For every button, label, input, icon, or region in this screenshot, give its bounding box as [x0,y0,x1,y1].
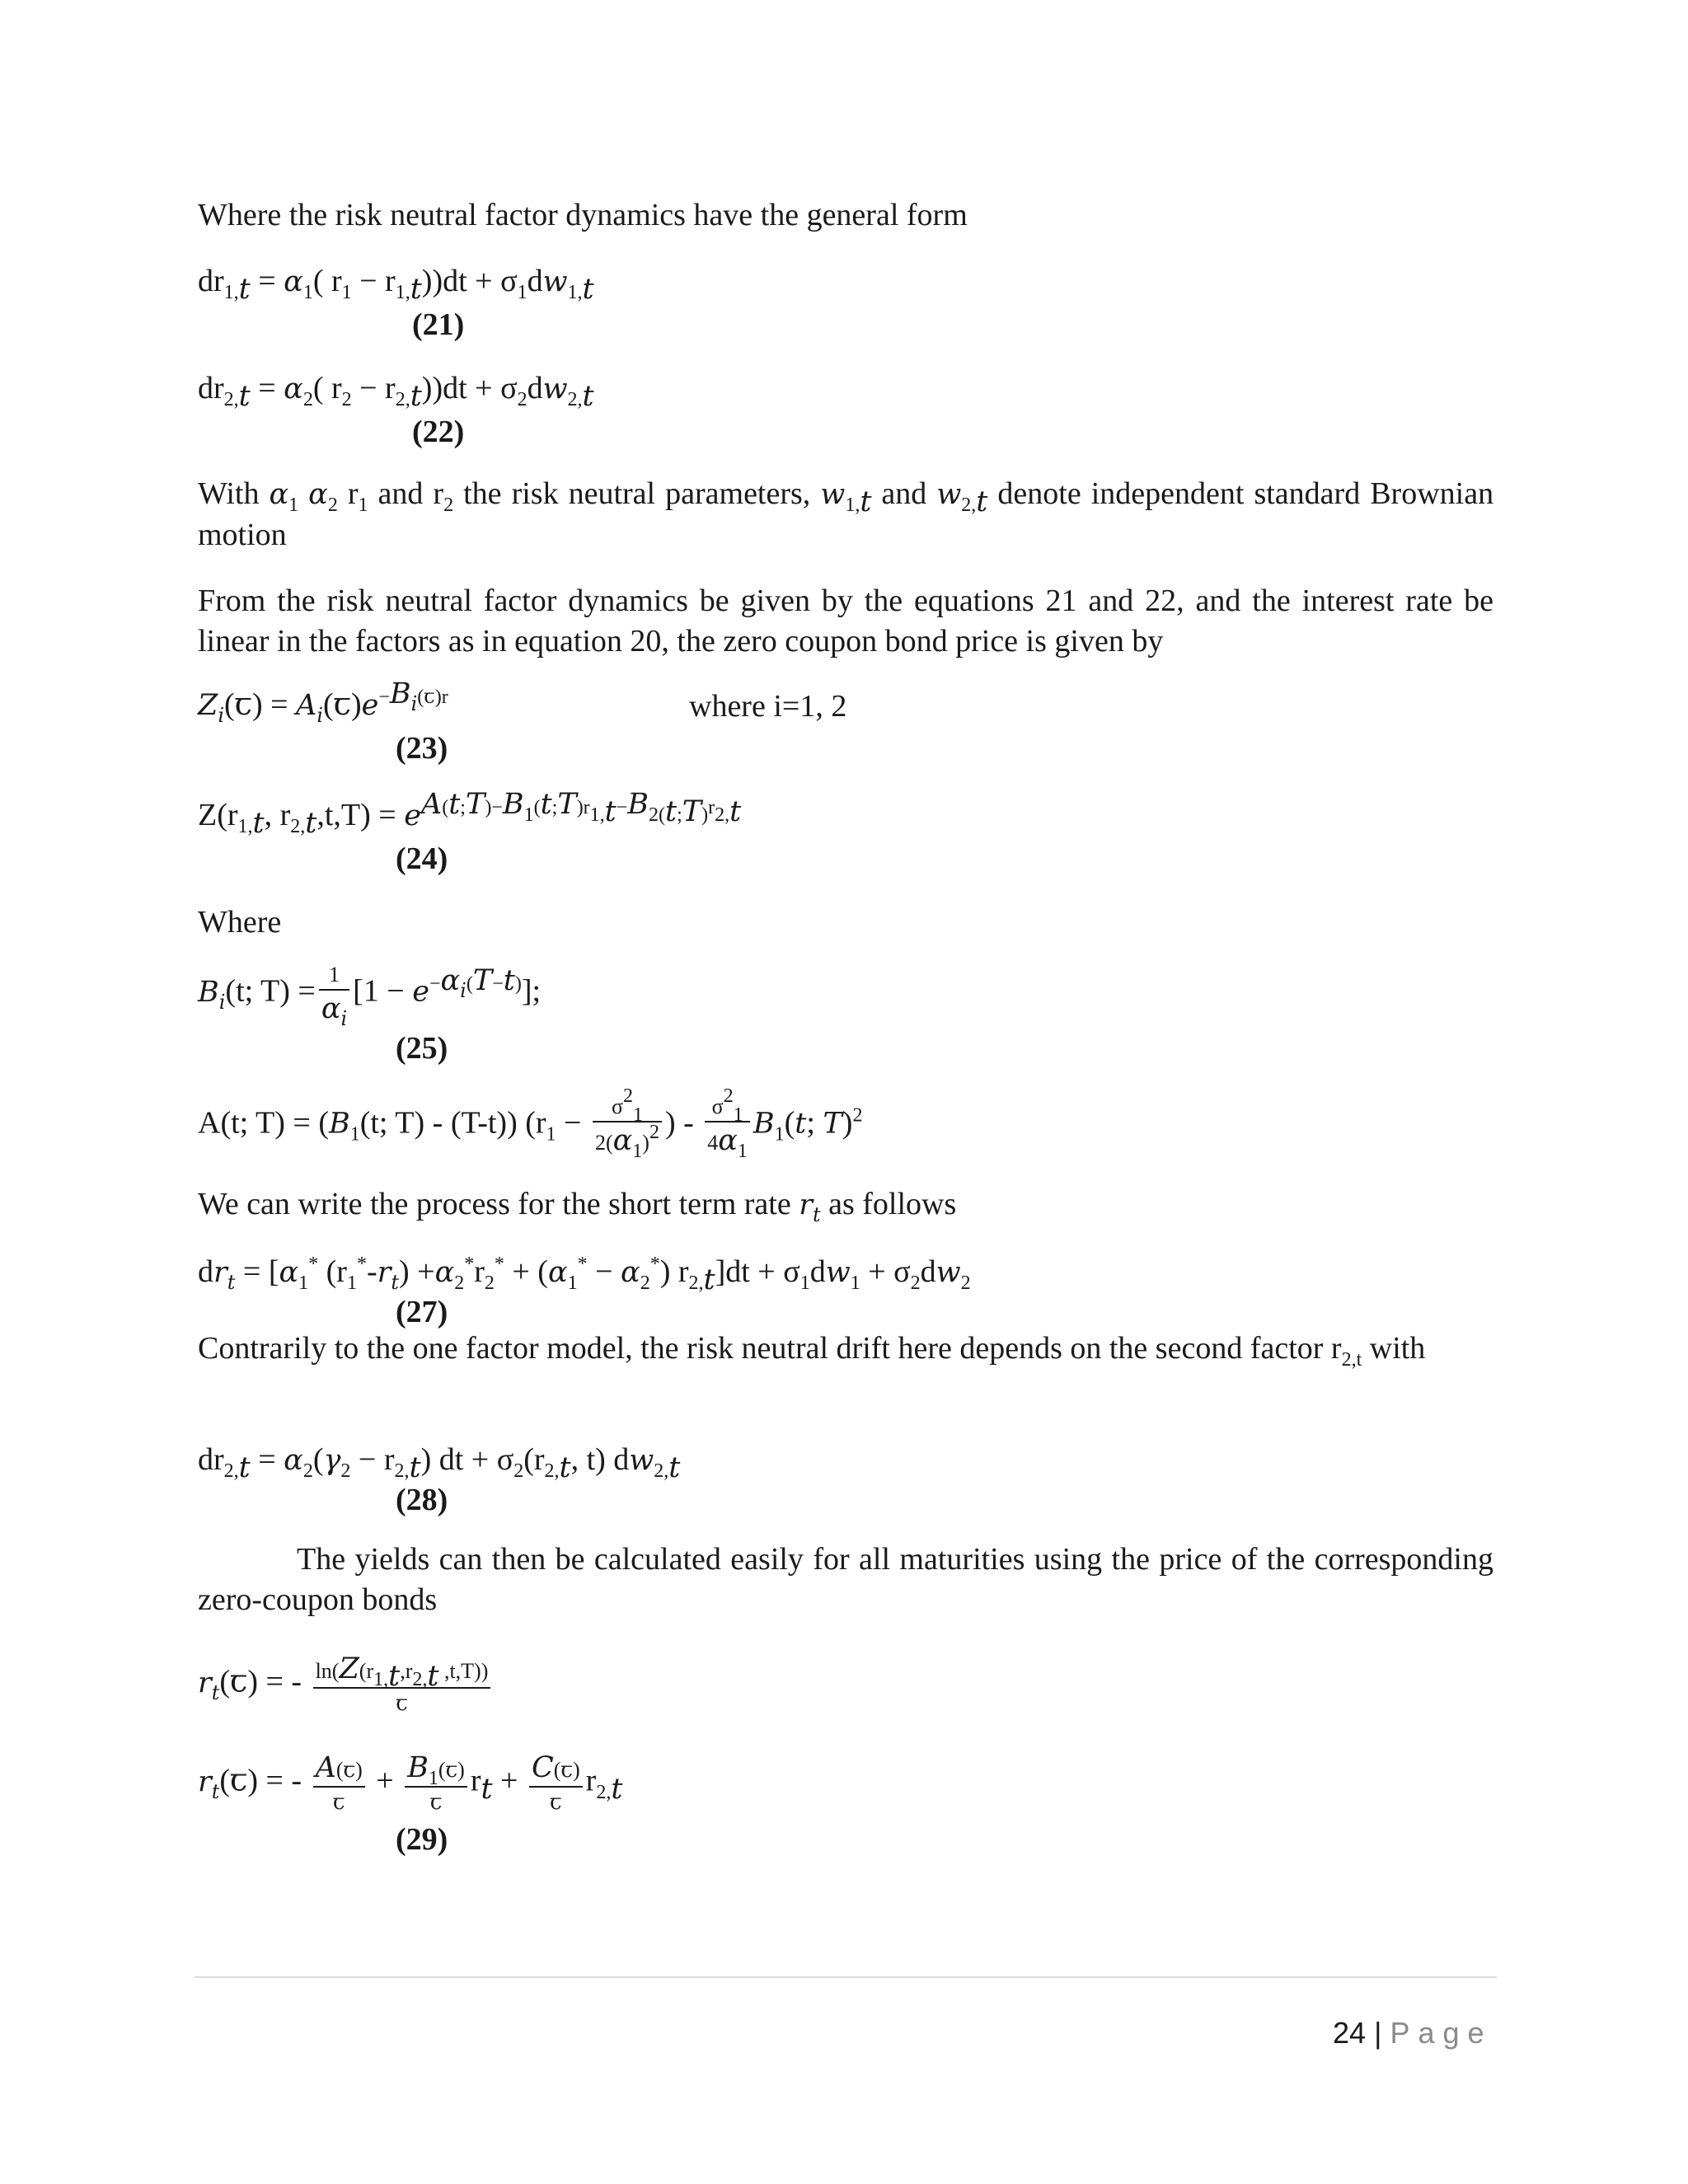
contrarily-text: Contrarily to the one factor model, the risk neutral drift here depends on the second factor r [198,1331,1342,1366]
with-tail: denote independent standard Brownian motion [198,476,1494,552]
contrarily-tail: with [1369,1331,1426,1366]
page-separator: | [1374,2016,1382,2050]
with-and-2: and [881,476,927,511]
equation-number-29: (29) [396,1822,448,1857]
yield-equation-expanded: $r_t(ꞇ)$ = - $\frac{\text{A(ꞇ)}}{\text{ꞇ}}$ + $\frac{B_1(ꞇ)}{\text{ꞇ}}$ $r_t$ + $\frac{\text{C(ꞇ)}}{\text{ꞇ}}$ $r_{2,t}$ [198,1751,623,1814]
equation-number-23: (23) [396,731,448,766]
equation-25: $B_i(t$; T) = $\frac{1}{\alpha_i}$ $[1 - e^{-\alpha_i(T-t)}]$; [198,963,542,1030]
parameters-paragraph: With $\alpha_1$ $\alpha_2$ $r_1$ and $r_2$ the risk neutral parameters, $w_{1,t}$ and $w_{2,t}$ denote independent standard Brownian motion [198,476,1494,552]
short-rate-suffix: as follows [828,1187,957,1221]
equation-number-22: (22) [412,415,465,449]
page-number: 24 [1333,2016,1367,2050]
equation-A: A(t; $T) = (B_1(t$; T) - (T-t)) ($r_1$ − $\frac{\sigma^2_1}{2(\alpha_1)^2}$ ) - $\frac{\sigma^2_1}{4\alpha_1}$ $B_1(t$; T)$^2$ [198,1085,863,1162]
short-rate-prefix: We can write the process for the short term rate [198,1187,791,1221]
page-label: Page [1390,2016,1493,2050]
short-rate-text: We can write the process for the short term rate $r_t$ as follows [198,1187,957,1226]
intro-text: Where the risk neutral factor dynamics have the general form [198,198,968,232]
yield-equation: $r_t(ꞇ)$ = - $\frac{\ln(Z(r_{1,t},r_{2,t} ,t,T))}{\text{ꞇ}}$ [198,1655,494,1714]
where-text: Where [198,905,282,940]
equation-24: $Z(r_{1,t}$, $r_{2,t},t,T) = e^{A(t;T)-B_1(t;T)r_{1,t}-B_{2(t;T)}r_{2,t}}$ [198,788,742,840]
equation-number-21: (21) [412,307,465,342]
contrarily-paragraph [198,1329,1493,1369]
with-mid: the risk neutral parameters, [463,476,811,511]
yields-paragraph: The yields can then be calculated easily for all maturities using the price of the corresponding zero-coupon bonds [198,1542,1493,1617]
equation-number-24: (24) [396,841,448,876]
with-and-1: and [377,476,424,511]
equation-28: $dr_{2,t} = \alpha_2(\gamma_2 - r_{2,t})$ dt + $\sigma_2(r_{2,t}$, t) $dw_{2,t}$ [198,1442,681,1484]
equation-number-25: (25) [396,1031,448,1066]
equation-22: $dr_{2,t} = \alpha_2$( $r_2 - r_{2,t}))dt + \sigma_2dw_{2,t}$ [198,371,594,413]
equation-21: $dr_{1,t} = \alpha_1$( $r_1 - r_{1,t}))dt + \sigma_1dw_{1,t}$ [198,264,594,306]
page-footer [1333,2016,1493,2050]
with-prefix: With [198,476,260,511]
contrarily-sub: 2,t [1341,1349,1362,1371]
footer-divider [195,1976,1497,1978]
equation-number-27: (27) [396,1295,448,1329]
equation-23: $Z_i(ꞇ)$ = $A_i(ꞇ)e^{-B_i(ꞇ)r}$ [198,677,448,727]
where-i-text: where i=1, 2 [689,689,847,724]
bond-price-paragraph: From the risk neutral factor dynamics be given by the equations 21 and 22, and the interest rate be linear in the factors as in equation 20, the zero coupon bond price is given by [198,583,1493,658]
equation-27: $dr_t = [\alpha_1^*$ $(r_1^*-r_t) +\alpha_2^*r_2^* + (\alpha_1^* - \alpha_2^*) r_{2,t}]dt + \sigma_1dw_1 + \sigma_2dw_2$ [198,1254,971,1296]
equation-number-28: (28) [396,1483,448,1517]
